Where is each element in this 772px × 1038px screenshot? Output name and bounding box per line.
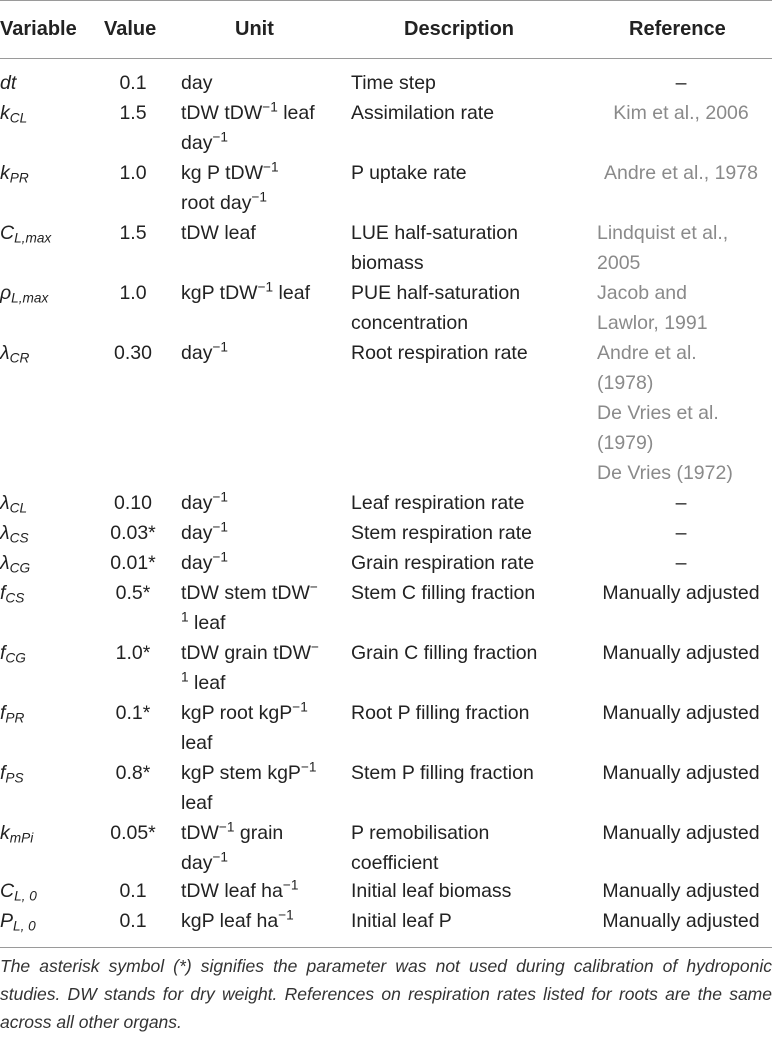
unit-cell bbox=[181, 338, 349, 368]
description-line: LUE half-saturation bbox=[351, 222, 518, 244]
description-cell bbox=[351, 758, 583, 788]
reference-cell bbox=[597, 218, 772, 278]
reference-cell bbox=[590, 876, 772, 906]
unit-cell bbox=[181, 218, 349, 248]
description-line: coefficient bbox=[351, 852, 439, 874]
description-line: Leaf respiration rate bbox=[351, 492, 525, 514]
unit-line: tDW tDW$^{-1}$ leaf bbox=[181, 99, 315, 124]
reference-cell bbox=[590, 68, 772, 98]
unit-line: day$^{-1}$ bbox=[181, 549, 229, 574]
variable-symbol: $C_{L, 0}$ bbox=[0, 880, 37, 904]
unit-line: kgP root kgP$^{-1}$ bbox=[181, 699, 308, 724]
unit-line: $^1$ leaf bbox=[181, 669, 226, 694]
reference-cell bbox=[590, 906, 772, 936]
variable-symbol: $C_{L,max}$ bbox=[0, 222, 52, 246]
reference-line: De Vries (1972) bbox=[597, 462, 733, 484]
description-line: Initial leaf biomass bbox=[351, 880, 512, 902]
unit-cell bbox=[181, 578, 349, 638]
reference-line: – bbox=[675, 552, 687, 574]
reference-line: Jacob and bbox=[597, 282, 687, 304]
variable-symbol: $\lambda_{CS}$ bbox=[0, 522, 29, 546]
unit-line: $^1$ leaf bbox=[181, 609, 226, 634]
unit-line: day$^{-1}$ bbox=[181, 339, 229, 364]
bottom-rule bbox=[0, 947, 772, 948]
unit-line: leaf bbox=[181, 792, 213, 814]
description-line: PUE half-saturation bbox=[351, 282, 521, 304]
unit-line: day$^{-1}$ bbox=[181, 519, 229, 544]
description-cell bbox=[351, 278, 583, 338]
variable-symbol: $f_{PS}$ bbox=[0, 762, 24, 786]
unit-cell bbox=[181, 758, 349, 818]
reference-cell bbox=[590, 698, 772, 728]
description-cell bbox=[351, 338, 583, 368]
reference-line: Andre et al., 1978 bbox=[604, 162, 758, 184]
unit-line: tDW$^{-1}$ grain bbox=[181, 819, 284, 844]
reference-line: (1979) bbox=[597, 432, 654, 454]
value-cell: 0.1 bbox=[119, 72, 147, 94]
reference-line: Manually adjusted bbox=[602, 910, 760, 932]
unit-line: tDW grain tDW− bbox=[181, 639, 319, 664]
reference-line: 2005 bbox=[597, 252, 641, 274]
description-cell bbox=[351, 98, 583, 128]
reference-line: Manually adjusted bbox=[602, 762, 760, 784]
description-line: Stem C filling fraction bbox=[351, 582, 536, 604]
description-line: Stem respiration rate bbox=[351, 522, 532, 544]
header-reference: Reference bbox=[629, 18, 726, 40]
description-line: concentration bbox=[351, 312, 469, 334]
unit-cell bbox=[181, 488, 349, 518]
unit-line: kgP stem kgP$^{-1}$ bbox=[181, 759, 317, 784]
unit-line: kgP leaf $ha^{-1}$ bbox=[181, 907, 294, 932]
value-cell: 0.8* bbox=[115, 762, 151, 784]
description-cell bbox=[351, 548, 583, 578]
reference-cell bbox=[590, 818, 772, 848]
unit-cell bbox=[181, 278, 349, 308]
description-line: P uptake rate bbox=[351, 162, 467, 184]
unit-cell bbox=[181, 698, 349, 758]
description-line: Stem P filling fraction bbox=[351, 762, 534, 784]
reference-cell bbox=[597, 338, 772, 488]
variable-symbol: $f_{PR}$ bbox=[0, 702, 25, 726]
description-line: Root respiration rate bbox=[351, 342, 528, 364]
description-cell bbox=[351, 638, 583, 668]
unit-line: day bbox=[181, 72, 213, 94]
reference-cell bbox=[590, 98, 772, 128]
variable-symbol: $k_{CL}$ bbox=[0, 102, 28, 126]
unit-line: day$^{-1}$ bbox=[181, 849, 229, 874]
value-cell: 0.1* bbox=[115, 702, 151, 724]
unit-line: tDW stem tDW− bbox=[181, 579, 318, 604]
unit-line: tDW leaf bbox=[181, 222, 256, 244]
value-cell: 0.03* bbox=[110, 522, 156, 544]
description-cell bbox=[351, 218, 583, 278]
reference-cell bbox=[590, 518, 772, 548]
description-line: Grain respiration rate bbox=[351, 552, 535, 574]
description-cell bbox=[351, 158, 583, 188]
unit-line: kgP tDW$^{-1}$ leaf bbox=[181, 279, 310, 304]
description-cell bbox=[351, 488, 583, 518]
value-cell: 0.5* bbox=[115, 582, 151, 604]
reference-line: Andre et al. bbox=[597, 342, 697, 364]
value-cell: 1.0 bbox=[119, 282, 147, 304]
unit-cell bbox=[181, 638, 349, 698]
reference-line: Manually adjusted bbox=[602, 582, 760, 604]
reference-cell bbox=[590, 548, 772, 578]
reference-line: – bbox=[675, 492, 687, 514]
unit-cell bbox=[181, 548, 349, 578]
reference-cell bbox=[590, 488, 772, 518]
reference-cell bbox=[590, 578, 772, 608]
variable-symbol: $f_{CS}$ bbox=[0, 582, 25, 606]
unit-line: kg P tDW$^{-1}$ bbox=[181, 159, 279, 184]
reference-line: – bbox=[675, 72, 687, 94]
value-cell: 1.0* bbox=[115, 642, 151, 664]
variable-symbol: $\lambda_{CR}$ bbox=[0, 342, 30, 366]
unit-cell bbox=[181, 98, 349, 158]
header-variable: Variable bbox=[0, 18, 77, 40]
reference-line: Manually adjusted bbox=[602, 642, 760, 664]
description-cell bbox=[351, 518, 583, 548]
reference-line: – bbox=[675, 522, 687, 544]
reference-line: Manually adjusted bbox=[602, 822, 760, 844]
value-cell: 0.1 bbox=[119, 910, 147, 932]
reference-line: Lindquist et al., bbox=[597, 222, 729, 244]
variable-symbol: $\lambda_{CG}$ bbox=[0, 552, 31, 576]
value-cell: 0.10 bbox=[114, 492, 152, 514]
variable-symbol: $f_{CG}$ bbox=[0, 642, 26, 666]
description-line: Grain C filling fraction bbox=[351, 642, 538, 664]
header-rule bbox=[0, 58, 772, 59]
description-line: Time step bbox=[351, 72, 436, 94]
header-unit: Unit bbox=[235, 18, 274, 40]
variable-symbol: $P_{L, 0}$ bbox=[0, 910, 36, 934]
variable-symbol: $k_{PR}$ bbox=[0, 162, 29, 186]
unit-line: tDW leaf $ha^{-1}$ bbox=[181, 877, 299, 902]
reference-line: De Vries et al. bbox=[597, 402, 719, 424]
description-line: Initial leaf P bbox=[351, 910, 452, 932]
reference-line: Manually adjusted bbox=[602, 702, 760, 724]
unit-line: leaf bbox=[181, 732, 213, 754]
value-cell: 0.01* bbox=[110, 552, 156, 574]
unit-cell bbox=[181, 876, 349, 906]
description-cell bbox=[351, 876, 583, 906]
unit-cell bbox=[181, 518, 349, 548]
reference-line: Lawlor, 1991 bbox=[597, 312, 708, 334]
unit-line: day$^{-1}$ bbox=[181, 489, 229, 514]
value-cell: 0.05* bbox=[110, 822, 156, 844]
description-cell bbox=[351, 578, 583, 608]
description-line: biomass bbox=[351, 252, 424, 274]
description-cell bbox=[351, 698, 583, 728]
description-line: P remobilisation bbox=[351, 822, 490, 844]
reference-cell bbox=[597, 278, 772, 338]
value-cell: 0.1 bbox=[119, 880, 147, 902]
unit-line: root day$^{-1}$ bbox=[181, 189, 268, 214]
unit-cell bbox=[181, 68, 349, 98]
table-footnote: The asterisk symbol (*) signifies the parameter was not used during calibration of hydroponic studies. DW stands for dry weight. References on respiration rates listed for roots are the same across all other organs. bbox=[0, 956, 772, 1032]
unit-line: day$^{-1}$ bbox=[181, 129, 229, 154]
variable-symbol: dt bbox=[0, 72, 17, 94]
header-value: Value bbox=[104, 18, 157, 40]
value-cell: 1.0 bbox=[119, 162, 147, 184]
header-description: Description bbox=[404, 18, 515, 40]
unit-cell bbox=[181, 158, 349, 218]
reference-line: Manually adjusted bbox=[602, 880, 760, 902]
reference-line: Kim et al., 2006 bbox=[613, 102, 749, 124]
value-cell: 1.5 bbox=[119, 222, 147, 244]
description-cell bbox=[351, 906, 583, 936]
value-cell: 1.5 bbox=[119, 102, 147, 124]
variable-symbol: $k_{mPi}$ bbox=[0, 822, 34, 846]
variable-symbol: $\rho_{L,max}$ bbox=[0, 282, 49, 306]
reference-cell bbox=[590, 758, 772, 788]
value-cell: 0.30 bbox=[114, 342, 152, 364]
unit-cell bbox=[181, 818, 349, 878]
top-rule bbox=[0, 0, 772, 1]
reference-cell bbox=[590, 158, 772, 188]
description-cell bbox=[351, 68, 583, 98]
reference-cell bbox=[590, 638, 772, 668]
unit-cell bbox=[181, 906, 349, 936]
description-line: Assimilation rate bbox=[351, 102, 495, 124]
reference-line: (1978) bbox=[597, 372, 654, 394]
description-line: Root P filling fraction bbox=[351, 702, 530, 724]
variable-symbol: $\lambda_{CL}$ bbox=[0, 492, 28, 516]
description-cell bbox=[351, 818, 583, 878]
